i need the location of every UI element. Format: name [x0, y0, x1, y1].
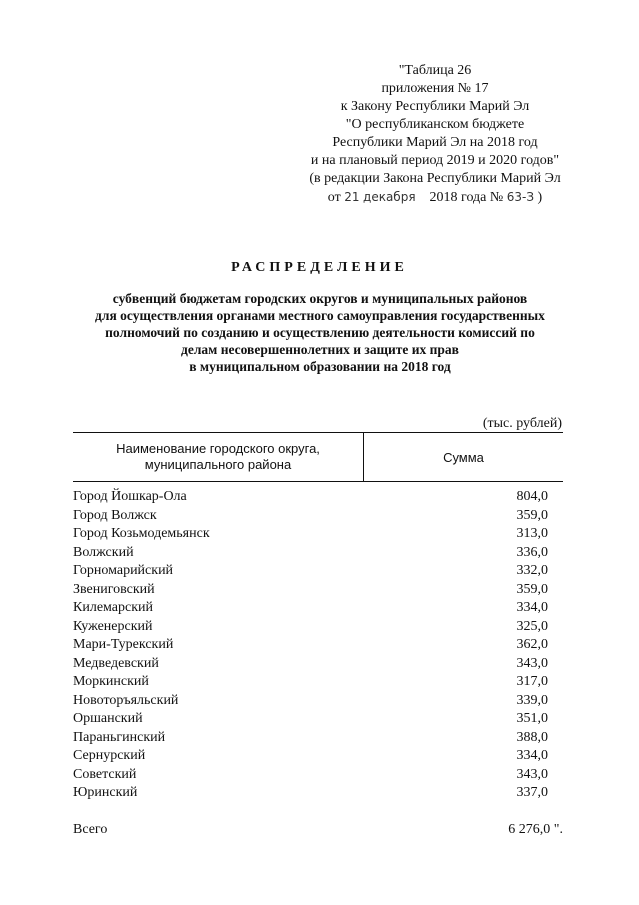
row-name: Куженерский	[73, 618, 153, 634]
table-row	[73, 544, 563, 563]
date-year: 2018 года №	[429, 190, 504, 205]
total-value: 6 276,0 ".	[508, 822, 563, 837]
row-value: 334,0	[516, 600, 548, 616]
date-suffix: )	[537, 190, 543, 205]
date-prefix: от	[327, 190, 341, 205]
row-name: Советский	[73, 766, 137, 782]
header-line: "Таблица 26	[398, 63, 472, 78]
table-row	[73, 673, 563, 692]
row-name: Волжский	[73, 544, 134, 560]
row-value: 362,0	[516, 637, 548, 653]
column-header-name-line2: муниципального района	[144, 457, 292, 472]
subtitle-line: для осуществления органами местного самоуправления государственных	[95, 308, 545, 323]
subtitle-line: полномочий по созданию и осуществлению деятельности комиссий по	[105, 325, 535, 340]
row-value: 334,0	[516, 748, 548, 764]
handwritten-day: 21	[344, 190, 360, 204]
subtitle-line: делам несовершеннолетних и защите их прав	[181, 342, 459, 357]
row-value: 388,0	[516, 729, 548, 745]
page-subtitle	[60, 290, 580, 375]
table-row	[73, 488, 563, 507]
subtitle-line: субвенций бюджетам городских округов и муниципальных районов	[112, 291, 528, 306]
row-name: Мари-Турекский	[73, 637, 174, 653]
table-row	[73, 525, 563, 544]
column-header-name	[73, 433, 364, 481]
handwritten-month: декабря	[363, 190, 416, 204]
row-value: 804,0	[516, 489, 548, 505]
row-value: 339,0	[516, 692, 548, 708]
row-name: Город Волжск	[73, 507, 157, 523]
column-header-sum: Сумма	[443, 449, 484, 465]
table-row	[73, 692, 563, 711]
table-row	[73, 618, 563, 637]
row-name: Оршанский	[73, 711, 143, 727]
header-line: "О республиканском бюджете	[345, 117, 525, 132]
row-name: Моркинский	[73, 674, 149, 690]
table-row	[73, 784, 563, 803]
row-name: Город Йошкар-Ола	[73, 489, 187, 505]
document-header	[290, 62, 580, 207]
page-title: РАСПРЕДЕЛЕНИЕ	[231, 260, 408, 275]
row-name: Город Козьмодемьянск	[73, 526, 210, 542]
total-label: Всего	[73, 822, 108, 837]
total-row	[73, 822, 563, 838]
row-value: 359,0	[516, 507, 548, 523]
handwritten-number: 63-З	[506, 190, 535, 204]
row-value: 317,0	[516, 674, 548, 690]
column-header-name-line1: Наименование городского округа,	[116, 441, 320, 456]
row-value: 359,0	[516, 581, 548, 597]
row-name: Медведевский	[73, 655, 159, 671]
subtitle-line: в муниципальном образовании на 2018 год	[189, 359, 451, 374]
row-name: Килемарский	[73, 600, 154, 616]
row-name: Горномарийский	[73, 563, 174, 579]
header-line: приложения № 17	[381, 81, 489, 96]
row-value: 332,0	[516, 563, 548, 579]
row-name: Юринский	[73, 785, 138, 801]
table-row	[73, 655, 563, 674]
table-row	[73, 766, 563, 785]
table-row	[73, 710, 563, 729]
row-name: Сернурский	[73, 748, 146, 764]
header-line: Республики Марий Эл на 2018 год	[332, 135, 538, 150]
table-row	[73, 729, 563, 748]
units-label: (тыс. рублей)	[482, 416, 562, 431]
table-row	[73, 581, 563, 600]
header-line: (в редакции Закона Республики Марий Эл	[309, 171, 561, 186]
table-row	[73, 636, 563, 655]
header-line: к Закону Республики Марий Эл	[340, 99, 530, 114]
header-date-line	[290, 188, 580, 207]
row-value: 351,0	[516, 711, 548, 727]
row-value: 325,0	[516, 618, 548, 634]
row-value: 337,0	[516, 785, 548, 801]
row-value: 336,0	[516, 544, 548, 560]
row-value: 343,0	[516, 655, 548, 671]
row-name: Новоторъяльский	[73, 692, 179, 708]
row-value: 313,0	[516, 526, 548, 542]
distribution-table	[73, 432, 563, 803]
table-row	[73, 599, 563, 618]
table-row	[73, 747, 563, 766]
row-value: 343,0	[516, 766, 548, 782]
table-row	[73, 507, 563, 526]
table-header	[73, 432, 563, 482]
table-body	[73, 488, 563, 803]
row-name: Звениговский	[73, 581, 155, 597]
row-name: Параньгинский	[73, 729, 166, 745]
header-line: и на плановый период 2019 и 2020 годов"	[310, 153, 560, 168]
table-row	[73, 562, 563, 581]
